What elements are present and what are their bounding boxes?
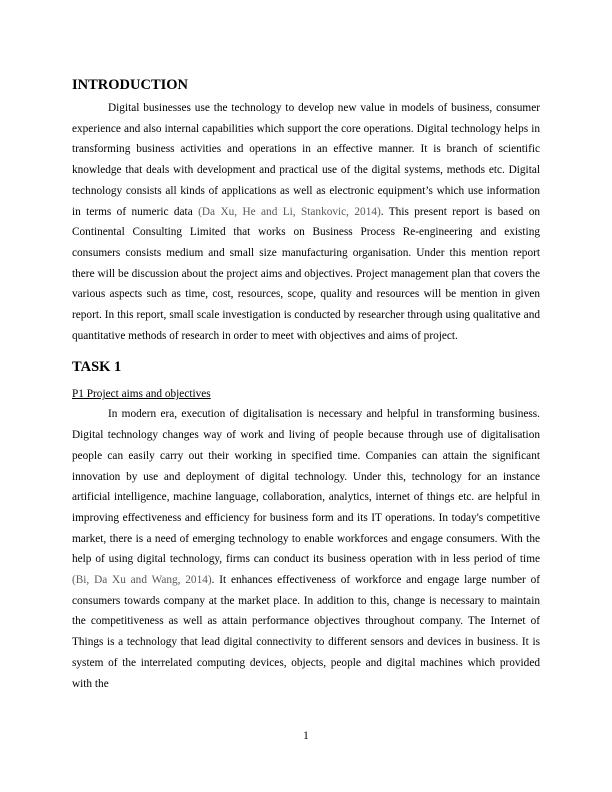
page-number: 1 — [303, 730, 309, 742]
introduction-heading: INTRODUCTION — [72, 77, 189, 93]
p1-text-part-2: . It enhances effectiveness of workforce and engage large number of consumers towards company at the market place. In addition to this, change is necessary to maintain the competitiveness as well as attain performance objectives throughout company. The Internet of Things is a technology that lead digital connectivity to different sensors and devices in business. It is system of the interrelated computing devices, objects, people and digital machines which provided with the — [72, 574, 541, 690]
introduction-text-part-2: . This present report is based on Continental Consulting Limited that works on Business Process Re-engineering and existing consumers consists medium and small size manufacturing organisation. Under this mention report there will be discussion about the project aims and objectives. Project management plan that covers the various aspects such as time, cost, resources, scope, quality and resources will be mention in given report. In this report, small scale investigation is conducted by researcher through using qualitative and quantitative methods of research in order to meet with objectives and aims of project. — [72, 205, 540, 342]
citation-bi-2014: (Bi, Da Xu and Wang, 2014) — [72, 574, 212, 587]
p1-subheading: P1 Project aims and objectives — [72, 388, 211, 401]
page-content — [72, 76, 540, 694]
task-1-heading: TASK 1 — [72, 359, 122, 376]
citation-da-xu-2014: (Da Xu, He and Li, Stankovic, 2014) — [198, 205, 381, 218]
introduction-paragraph — [72, 98, 540, 346]
introduction-text-part-1: Digital businesses use the technology to develop new value in models of business, consumer experience and also internal capabilities which support the core operations. Digital technology helps in transforming business activities and operations in an effective manner. It is branch of scientific knowledge that deals with development and practical use of the digital systems, methods etc. Digital technology consists all kinds of applications as well as electronic equipment’s which use information in terms of numeric data — [72, 102, 540, 218]
p1-paragraph — [72, 404, 540, 694]
p1-text-part-1: In modern era, execution of digitalisation is necessary and helpful in transforming business. Digital technology changes way of work and living of people because through use of digitalisation people can easily carry out their working in specified time. Companies can attain the significant innovation by use and deployment of digital technology. Under this, technology for an instance artificial intelligence, machine language, collaboration, analytics, internet of things etc. are helpful in improving effectiveness and efficiency for business form and its IT operations. In today's competitive market, there is a need of emerging technology to enable workforces and engage consumers. With the help of using digital technology, firms can conduct its business operation with in less period of time — [72, 408, 540, 566]
